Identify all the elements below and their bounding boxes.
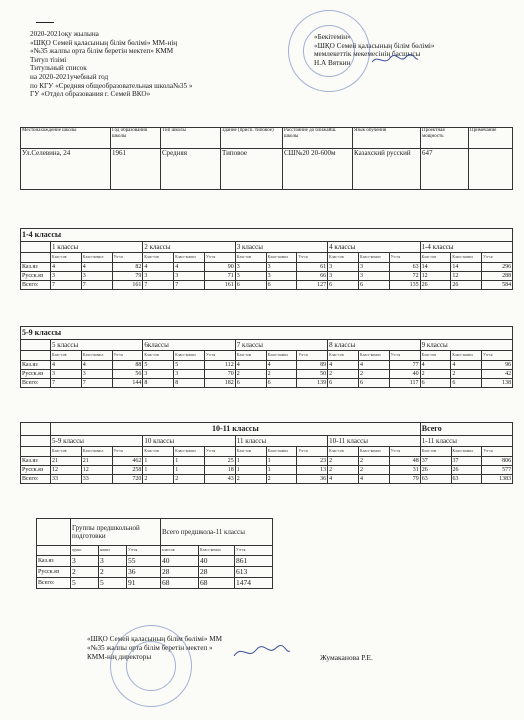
data-cell: 14 xyxy=(420,263,451,272)
sub-header: Уч-ся xyxy=(297,253,328,263)
data-cell: 3 xyxy=(235,263,266,272)
data-cell: 3 xyxy=(235,272,266,281)
data-cell: 37 xyxy=(451,457,482,466)
data-cell: 2 xyxy=(99,567,127,578)
info-value-cell: 1961 xyxy=(111,149,161,190)
data-cell: 4 xyxy=(328,361,359,370)
data-cell: 6 xyxy=(358,379,389,388)
data-cell: 36 xyxy=(297,475,328,484)
sub-header: Клас-сов xyxy=(51,351,82,361)
data-cell: 462 xyxy=(112,457,143,466)
sub-header: Уч-ся xyxy=(204,447,235,457)
data-cell: 79 xyxy=(389,475,420,484)
data-cell: 40 xyxy=(199,556,235,567)
data-cell: 296 xyxy=(482,263,513,272)
sub-header: Класс-компл xyxy=(199,546,235,556)
group-header: 3 классы xyxy=(235,242,327,253)
group-label-spacer xyxy=(21,436,51,447)
data-cell: 12 xyxy=(420,272,451,281)
data-cell: 2 xyxy=(328,457,359,466)
data-cell: 5 xyxy=(71,578,99,589)
sub-header: Класс-компл xyxy=(451,253,482,263)
group-header: 4 классы xyxy=(328,242,420,253)
data-cell: 89 xyxy=(297,361,328,370)
data-cell: 77 xyxy=(389,361,420,370)
official-stamp-top-inner xyxy=(303,25,355,77)
header-right-line: Н.А Вяткин xyxy=(314,58,351,67)
data-cell: 2 xyxy=(328,466,359,475)
grades-5-9-table xyxy=(20,326,513,388)
header-left-line: 2020-2021оқу жылына xyxy=(30,30,99,38)
data-cell: 3 xyxy=(174,370,205,379)
header-left xyxy=(30,30,280,99)
sub-header: Класс-компл xyxy=(451,447,482,457)
info-value-cell: Казахский русский xyxy=(353,149,421,190)
sub-header: классов xyxy=(161,546,199,556)
data-cell: 50 xyxy=(297,370,328,379)
sub-header: Клас-сов xyxy=(420,447,451,457)
data-cell: 48 xyxy=(389,457,420,466)
group-header: 10 классы xyxy=(143,436,235,447)
data-cell: 288 xyxy=(482,272,513,281)
sub-header: Уч-ся xyxy=(482,253,513,263)
sub-header: Уч-ся xyxy=(297,351,328,361)
header-left-line: ГУ «Отдел образования г. Семей ВКО» xyxy=(30,90,151,99)
data-cell: 71 xyxy=(204,272,235,281)
official-stamp-bottom-inner xyxy=(126,641,176,691)
sub-header: Клас-сов xyxy=(51,447,82,457)
data-cell: 720 xyxy=(112,475,143,484)
data-cell: 4 xyxy=(328,475,359,484)
data-cell: 96 xyxy=(482,361,513,370)
group-label-spacer xyxy=(21,340,51,351)
data-cell: 4 xyxy=(81,263,112,272)
row-label: Русск.яз xyxy=(21,370,51,379)
data-cell: 613 xyxy=(235,567,273,578)
row-label: Каз.яз xyxy=(37,556,71,567)
data-cell: 2 xyxy=(71,567,99,578)
group-header: 7 классы xyxy=(235,340,327,351)
grades-1-4-table xyxy=(20,228,513,290)
data-cell: 6 xyxy=(266,379,297,388)
data-cell: 2 xyxy=(358,370,389,379)
data-cell: 91 xyxy=(127,578,161,589)
sub-header: Клас-сов xyxy=(143,351,174,361)
data-cell: 72 xyxy=(389,272,420,281)
data-cell: 5 xyxy=(143,361,174,370)
sub-header: Клас-сов xyxy=(143,253,174,263)
data-cell: 25 xyxy=(204,457,235,466)
data-cell: 33 xyxy=(51,475,82,484)
info-header-cell: Проектная мощность xyxy=(421,128,469,149)
data-cell: 4 xyxy=(266,361,297,370)
info-value-cell: Ул.Селевина, 24 xyxy=(21,149,111,190)
sub-header: Уч-ся xyxy=(204,253,235,263)
info-header-cell: Год образования школы xyxy=(111,128,161,149)
info-value-cell: СШ№20 20-600м xyxy=(283,149,353,190)
sub-header: Класс-компл xyxy=(266,447,297,457)
sub-header: Уч-ся xyxy=(112,351,143,361)
data-cell: 3 xyxy=(81,370,112,379)
data-cell: 3 xyxy=(51,370,82,379)
data-cell: 6 xyxy=(328,379,359,388)
data-cell: 4 xyxy=(143,263,174,272)
data-cell: 1474 xyxy=(235,578,273,589)
info-header-cell: Тип школы xyxy=(161,128,221,149)
group-header: 1-4 классы xyxy=(420,242,513,253)
data-cell: 12 xyxy=(51,466,82,475)
sub-header: Класс-компл xyxy=(358,351,389,361)
info-header-cell: Расстояние до ближайш. школы xyxy=(283,128,353,149)
data-cell: 3 xyxy=(71,556,99,567)
grades-10-11-table xyxy=(20,422,513,484)
header-right-line: «ШҚО Семей қаласының білім бөлімі» xyxy=(314,41,435,50)
data-cell: 4 xyxy=(358,361,389,370)
data-cell: 2 xyxy=(266,475,297,484)
header-left-line: «ШҚО Семей қаласының білім бөлімі» ММ-нің xyxy=(30,38,178,47)
sub-header: Клас-сов xyxy=(420,253,451,263)
data-cell: 161 xyxy=(204,281,235,290)
data-cell: 88 xyxy=(112,361,143,370)
sub-header: Клас-сов xyxy=(143,447,174,457)
data-cell: 3 xyxy=(81,272,112,281)
header-left-line: Титульный список xyxy=(30,64,87,73)
data-cell: 2 xyxy=(358,457,389,466)
info-header-cell: Примечание xyxy=(469,128,513,149)
data-cell: 139 xyxy=(297,379,328,388)
sub-header: Уч-ся xyxy=(127,546,161,556)
sub-header: Класс-компл xyxy=(81,447,112,457)
data-cell: 6 xyxy=(328,281,359,290)
school-info-table xyxy=(20,127,513,190)
group-header: 6классы xyxy=(143,340,235,351)
data-cell: 7 xyxy=(51,281,82,290)
section-total-title: Всего xyxy=(420,423,512,436)
sub-header: Класс-компл xyxy=(174,253,205,263)
data-cell: 28 xyxy=(161,567,199,578)
section-title-spacer xyxy=(21,423,51,436)
signature-top xyxy=(370,52,420,68)
data-cell: 79 xyxy=(112,272,143,281)
data-cell: 40 xyxy=(389,370,420,379)
data-cell: 6 xyxy=(235,281,266,290)
data-cell: 2 xyxy=(328,370,359,379)
row-label: Всего: xyxy=(21,281,51,290)
data-cell: 61 xyxy=(297,263,328,272)
data-cell: 1 xyxy=(266,457,297,466)
sub-header: Клас-сов xyxy=(235,447,266,457)
info-value-cell xyxy=(469,149,513,190)
row-label: Русск.яз xyxy=(37,567,71,578)
info-header-cell: Язык обучения xyxy=(353,128,421,149)
top-mark xyxy=(36,22,54,23)
sub-header: Уч-ся xyxy=(482,351,513,361)
section-title: 1-4 классы xyxy=(21,229,513,242)
group-header: Группы предшкольной подготовки xyxy=(71,519,161,546)
data-cell: 63 xyxy=(420,475,451,484)
sub-header: Класс-компл xyxy=(358,447,389,457)
director-name: Жумаканова Р.Е. xyxy=(320,653,373,662)
group-label-spacer xyxy=(21,242,51,253)
sub-header: Уч-ся xyxy=(297,447,328,457)
sub-header: Класс-компл xyxy=(358,253,389,263)
sub-header: Клас-сов xyxy=(328,447,359,457)
header-left-line: по КГУ «Средняя общеобразовательная школа№35 » xyxy=(30,81,193,90)
row-label: Каз.яз xyxy=(21,263,51,272)
data-cell: 182 xyxy=(204,379,235,388)
data-cell: 2 xyxy=(235,475,266,484)
info-header-cell: Местонахождение школы xyxy=(21,128,111,149)
footer-line-2: «№35 жалпы орта білім беретін мектеп » xyxy=(87,644,213,652)
group-header: 10-11 классы xyxy=(328,436,421,447)
data-cell: 3 xyxy=(174,272,205,281)
sub-header: Класс-компл xyxy=(266,351,297,361)
sub-header: Класс-компл xyxy=(266,253,297,263)
data-cell: 1 xyxy=(143,466,174,475)
data-cell: 3 xyxy=(51,272,82,281)
data-cell: 584 xyxy=(482,281,513,290)
section-title: 10-11 классы xyxy=(51,423,421,436)
data-cell: 7 xyxy=(143,281,174,290)
data-cell: 90 xyxy=(204,263,235,272)
data-cell: 7 xyxy=(174,281,205,290)
group-header: 5 классы xyxy=(51,340,143,351)
sub-header-spacer xyxy=(21,447,51,457)
data-cell: 3 xyxy=(328,272,359,281)
data-cell: 4 xyxy=(235,361,266,370)
sub-header: Уч-ся xyxy=(389,253,420,263)
data-cell: 4 xyxy=(51,263,82,272)
data-cell: 3 xyxy=(266,272,297,281)
data-cell: 4 xyxy=(451,361,482,370)
data-cell: 1 xyxy=(143,457,174,466)
data-cell: 3 xyxy=(358,263,389,272)
sub-header: Клас-сов xyxy=(235,351,266,361)
data-cell: 4 xyxy=(51,361,82,370)
data-cell: 112 xyxy=(204,361,235,370)
data-cell: 3 xyxy=(266,263,297,272)
data-cell: 7 xyxy=(81,379,112,388)
data-cell: 3 xyxy=(358,272,389,281)
data-cell: 2 xyxy=(266,370,297,379)
data-cell: 56 xyxy=(112,370,143,379)
data-cell: 1 xyxy=(174,457,205,466)
info-header-cell: Здание (присп. типовое) xyxy=(221,128,283,149)
signature-bottom xyxy=(232,642,292,662)
sub-header: Клас-сов xyxy=(235,253,266,263)
data-cell: 12 xyxy=(81,466,112,475)
group-header: 2 классы xyxy=(143,242,235,253)
data-cell: 2 xyxy=(174,475,205,484)
preschool-total-table xyxy=(36,518,273,589)
info-value-cell: Средняя xyxy=(161,149,221,190)
info-value-cell: 647 xyxy=(421,149,469,190)
sub-header: Клас-сов xyxy=(328,253,359,263)
data-cell: 135 xyxy=(389,281,420,290)
data-cell: 28 xyxy=(199,567,235,578)
data-cell: 33 xyxy=(81,475,112,484)
data-cell: 13 xyxy=(297,466,328,475)
sub-header: Уч-ся xyxy=(482,447,513,457)
data-cell: 1 xyxy=(235,466,266,475)
data-cell: 21 xyxy=(81,457,112,466)
data-cell: 43 xyxy=(204,475,235,484)
data-cell: 4 xyxy=(81,361,112,370)
sub-header-spacer xyxy=(21,253,51,263)
data-cell: 2 xyxy=(235,370,266,379)
data-cell: 6 xyxy=(266,281,297,290)
data-cell: 18 xyxy=(204,466,235,475)
sub-header: Клас-сов xyxy=(51,253,82,263)
sub-header: Класс-компл xyxy=(174,351,205,361)
footer-line-1: «ШҚО Семей қаласының білім бөлімі» ММ xyxy=(87,635,223,643)
sub-header: Уч-ся xyxy=(112,447,143,457)
data-cell: 1 xyxy=(174,466,205,475)
data-cell: 68 xyxy=(199,578,235,589)
data-cell: 117 xyxy=(389,379,420,388)
data-cell: 6 xyxy=(235,379,266,388)
header-left-line: «№35 жалпы орта білім беретін мектеп» КММ xyxy=(30,47,174,56)
data-cell: 258 xyxy=(112,466,143,475)
group-header: 11 классы xyxy=(235,436,327,447)
sub-header: групп xyxy=(71,546,99,556)
header-right-line: мемлекеттік мекемесінің басшысы xyxy=(314,50,421,59)
data-cell: 68 xyxy=(161,578,199,589)
data-cell: 144 xyxy=(112,379,143,388)
data-cell: 3 xyxy=(99,556,127,567)
data-cell: 31 xyxy=(389,466,420,475)
data-cell: 2 xyxy=(420,370,451,379)
data-cell: 1383 xyxy=(482,475,513,484)
sub-header: Клас-сов xyxy=(328,351,359,361)
header-left-line: на 2020-2021учебный год xyxy=(30,72,109,81)
sub-header: Класс-компл xyxy=(81,253,112,263)
data-cell: 3 xyxy=(143,370,174,379)
data-cell: 2 xyxy=(143,475,174,484)
data-cell: 63 xyxy=(451,475,482,484)
sub-header: Уч-ся xyxy=(235,546,273,556)
data-cell: 26 xyxy=(420,466,451,475)
row-label: Всего: xyxy=(37,578,71,589)
info-value-cell: Типовое xyxy=(221,149,283,190)
row-label: Каз.яз xyxy=(21,361,51,370)
group-header: 8 классы xyxy=(328,340,420,351)
data-cell: 26 xyxy=(451,281,482,290)
data-cell: 4 xyxy=(174,263,205,272)
data-cell: 70 xyxy=(204,370,235,379)
data-cell: 138 xyxy=(482,379,513,388)
group-label-spacer xyxy=(37,519,71,546)
data-cell: 127 xyxy=(297,281,328,290)
data-cell: 5 xyxy=(174,361,205,370)
data-cell: 12 xyxy=(451,272,482,281)
group-header: 1 классы xyxy=(51,242,143,253)
row-label: Каз.яз xyxy=(21,457,51,466)
data-cell: 8 xyxy=(174,379,205,388)
header-right-line: «Бекітемін» xyxy=(314,33,351,41)
row-label: Русск.яз xyxy=(21,272,51,281)
group-header: Всего предшкола-11 классы xyxy=(161,519,273,546)
data-cell: 37 xyxy=(420,457,451,466)
data-cell: 861 xyxy=(235,556,273,567)
data-cell: 26 xyxy=(451,466,482,475)
data-cell: 2 xyxy=(451,370,482,379)
data-cell: 6 xyxy=(420,379,451,388)
data-cell: 1 xyxy=(266,466,297,475)
data-cell: 63 xyxy=(389,263,420,272)
data-cell: 55 xyxy=(127,556,161,567)
data-cell: 6 xyxy=(358,281,389,290)
sub-header-spacer xyxy=(21,351,51,361)
data-cell: 21 xyxy=(51,457,82,466)
data-cell: 26 xyxy=(420,281,451,290)
sub-header: Уч-ся xyxy=(389,351,420,361)
group-header: 9 классы xyxy=(420,340,513,351)
sub-header: компл xyxy=(99,546,127,556)
sub-header: Уч-ся xyxy=(204,351,235,361)
data-cell: 577 xyxy=(482,466,513,475)
data-cell: 82 xyxy=(112,263,143,272)
header-left-line: Титул тізімі xyxy=(30,55,67,64)
sub-header: Уч-ся xyxy=(112,253,143,263)
sub-header: Класс-компл xyxy=(451,351,482,361)
data-cell: 8 xyxy=(143,379,174,388)
data-cell: 5 xyxy=(99,578,127,589)
row-label: Всего: xyxy=(21,379,51,388)
data-cell: 42 xyxy=(482,370,513,379)
sub-header: Класс-компл xyxy=(81,351,112,361)
group-header: 5-9 классы xyxy=(51,436,143,447)
data-cell: 66 xyxy=(297,272,328,281)
data-cell: 23 xyxy=(297,457,328,466)
data-cell: 40 xyxy=(161,556,199,567)
section-title: 5-9 классы xyxy=(21,327,513,340)
data-cell: 161 xyxy=(112,281,143,290)
sub-header: Класс-компл xyxy=(174,447,205,457)
data-cell: 1 xyxy=(235,457,266,466)
footer-line-3: КММ-нің директоры xyxy=(87,653,152,661)
data-cell: 36 xyxy=(127,567,161,578)
data-cell: 4 xyxy=(420,361,451,370)
sub-header: Клас-сов xyxy=(420,351,451,361)
sub-header: Уч-ся xyxy=(389,447,420,457)
row-label: Русск.яз xyxy=(21,466,51,475)
data-cell: 7 xyxy=(81,281,112,290)
data-cell: 3 xyxy=(143,272,174,281)
data-cell: 7 xyxy=(51,379,82,388)
data-cell: 4 xyxy=(358,475,389,484)
data-cell: 3 xyxy=(328,263,359,272)
data-cell: 2 xyxy=(358,466,389,475)
data-cell: 6 xyxy=(451,379,482,388)
data-cell: 14 xyxy=(451,263,482,272)
group-header: 1-11 классы xyxy=(420,436,512,447)
row-label: Всего: xyxy=(21,475,51,484)
sub-header-spacer xyxy=(37,546,71,556)
data-cell: 806 xyxy=(482,457,513,466)
